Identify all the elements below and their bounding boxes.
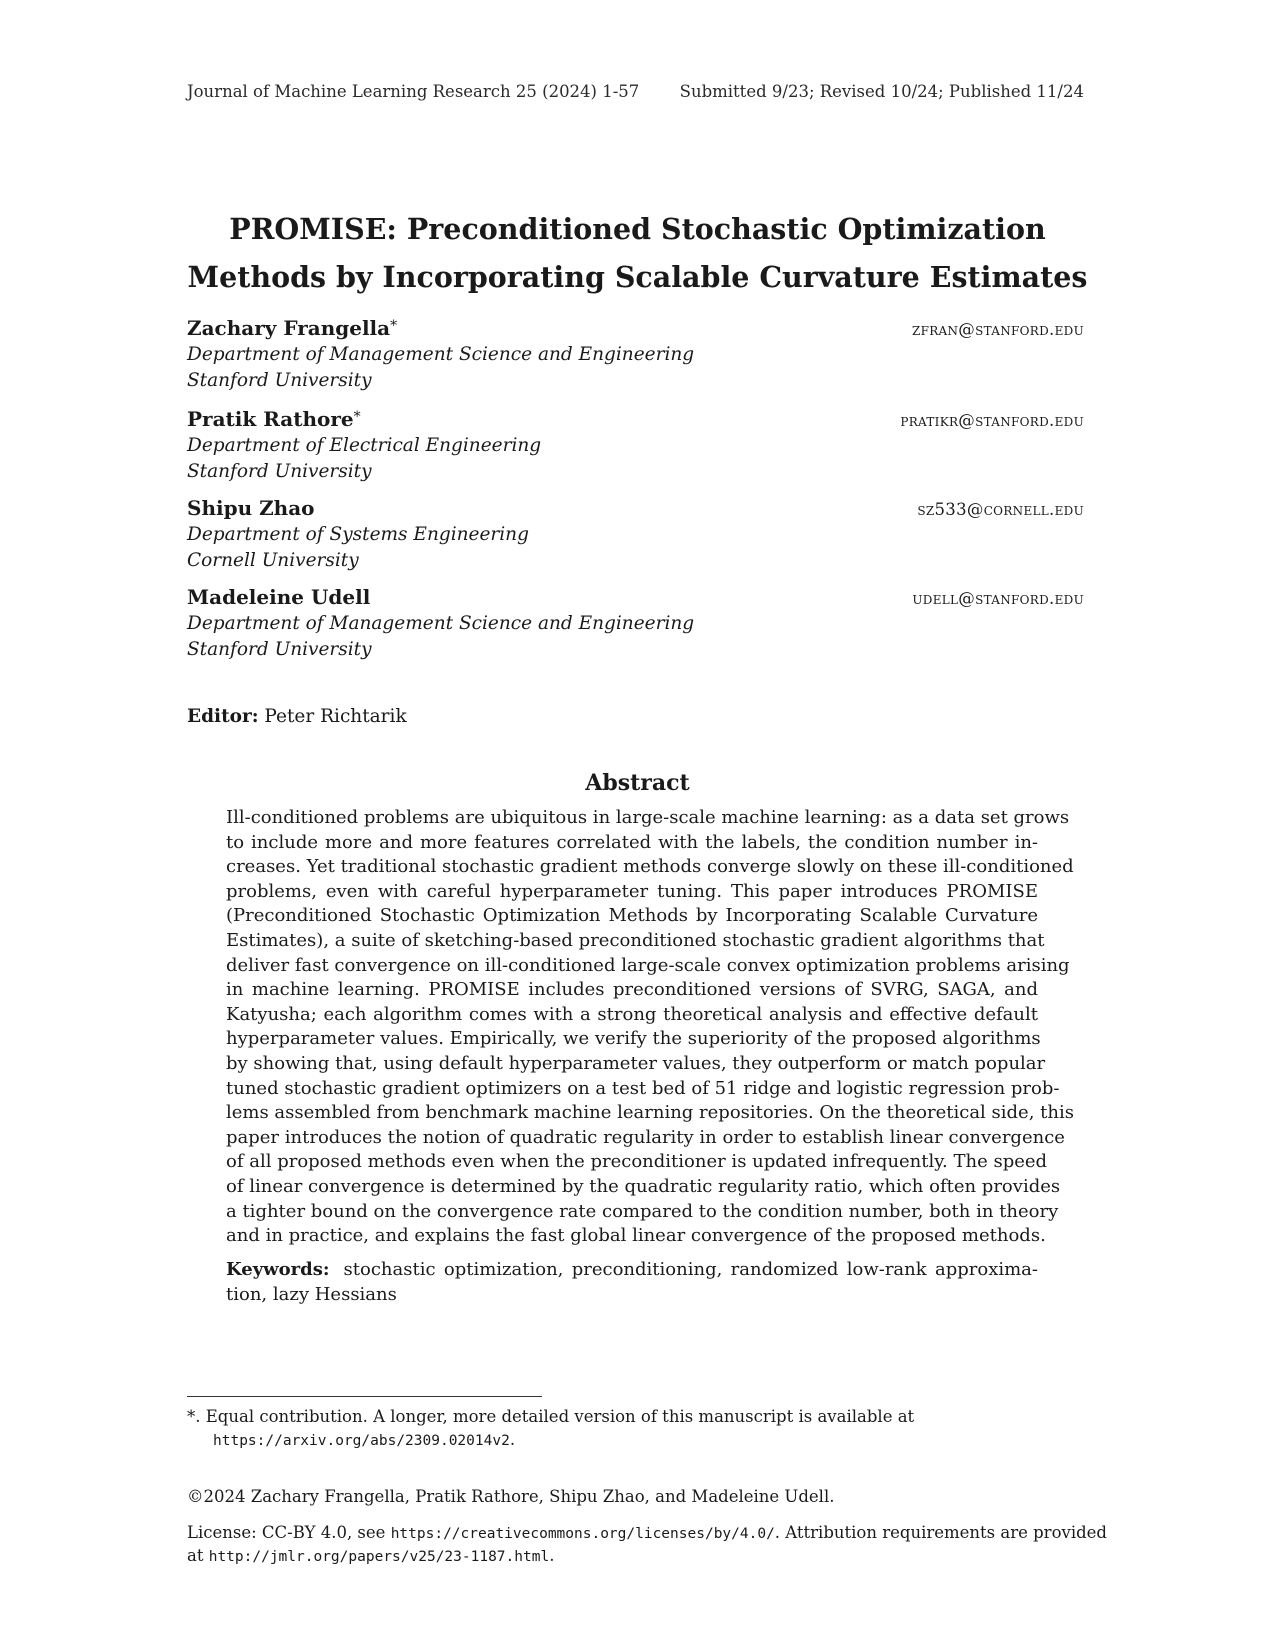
license-notice: License: CC-BY 4.0, see https://creativecommons.org/licenses/by/4.0/. Attribution requirements are provided at http://jmlr.org/papers/v25/23-1187.html. [187, 1523, 1107, 1565]
equal-contribution-mark: * [353, 409, 361, 425]
keywords-text-1: stochastic optimization, preconditioning, randomized low-rank approxima- [343, 1259, 1038, 1280]
jmlr-paper-link[interactable]: http://jmlr.org/papers/v25/23-1187.html [208, 1549, 550, 1565]
author-block [187, 495, 1084, 574]
abstract-line: tuned stochastic gradient optimizers on a test bed of 51 ridge and logistic regression prob- [226, 1077, 1060, 1099]
author-name: Madeleine Udell [187, 585, 371, 609]
abstract-line: deliver fast convergence on ill-conditioned large-scale convex optimization problems arising [226, 954, 1070, 976]
author-email[interactable]: pratikr@stanford.edu [900, 411, 1084, 430]
abstract-line: creases. Yet traditional stochastic gradient methods converge slowly on these ill-conditioned [226, 856, 1074, 878]
author-email[interactable]: udell@stanford.edu [912, 589, 1084, 608]
author-university: Stanford University [187, 639, 372, 660]
abstract-line: to include more and more features correlated with the labels, the condition number in- [226, 831, 1038, 853]
author-email[interactable]: zfran@stanford.edu [911, 320, 1084, 339]
author-university: Stanford University [187, 461, 372, 482]
paper-title [100, 205, 1175, 301]
keywords-text-2: tion, lazy Hessians [226, 1284, 397, 1305]
author-university: Stanford University [187, 370, 372, 391]
author-email[interactable]: sz533@cornell.edu [917, 500, 1084, 519]
author-block [187, 404, 1084, 485]
editor-label: Editor: [187, 706, 259, 727]
footnote: *. Equal contribution. A longer, more detailed version of this manuscript is available at https://arxiv.org/abs/2309.02014v2. [187, 1407, 915, 1449]
abstract-line: and in practice, and explains the fast global linear convergence of the proposed methods. [226, 1225, 1046, 1247]
abstract-line: Estimates), a suite of sketching-based preconditioned stochastic gradient algorithms that [226, 929, 1045, 951]
abstract-line: by showing that, using default hyperparameter values, they outperform or match popular [226, 1052, 1046, 1074]
author-name: Zachary Frangella* [187, 316, 398, 340]
abstract-line: Ill-conditioned problems are ubiquitous in large-scale machine learning: as a data set grows [226, 807, 1070, 828]
author-name: Pratik Rathore* [187, 407, 361, 431]
author-block [187, 584, 1084, 663]
running-header [187, 82, 1084, 101]
editor-line [187, 706, 407, 727]
abstract-line: Katyusha; each algorithm comes with a strong theoretical analysis and effective default [226, 1003, 1038, 1025]
abstract-line: (Preconditioned Stochastic Optimization Methods by Incorporating Scalable Curvature [226, 905, 1038, 927]
abstract-line: lems assembled from benchmark machine learning repositories. On the theoretical side, this [226, 1102, 1074, 1124]
title-line-2: Methods by Incorporating Scalable Curvature Estimates [187, 260, 1088, 294]
abstract-line: a tighter bound on the convergence rate compared to the condition number, both in theory [226, 1200, 1059, 1222]
abstract-line: of linear convergence is determined by the quadratic regularity ratio, which often provides [226, 1175, 1061, 1197]
journal-citation: Journal of Machine Learning Research 25 (2024) 1-57 [187, 82, 640, 101]
author-block [187, 313, 1084, 394]
footnote-rule [187, 1396, 542, 1397]
author-department: Department of Systems Engineering [187, 524, 529, 545]
abstract-line: of all proposed methods even when the preconditioner is updated infrequently. The speed [226, 1151, 1048, 1173]
author-department: Department of Management Science and Engineering [187, 613, 695, 634]
author-department: Department of Electrical Engineering [187, 435, 542, 456]
abstract-body [226, 806, 1074, 1249]
abstract-line: paper introduces the notion of quadratic regularity in order to establish linear convergence [226, 1126, 1065, 1148]
footnote-mark: *. [187, 1407, 201, 1426]
abstract-heading: Abstract [585, 770, 690, 796]
abstract-line: in machine learning. PROMISE includes preconditioned versions of SVRG, SAGA, and [226, 979, 1038, 1001]
arxiv-link[interactable]: https://arxiv.org/abs/2309.02014v2 [213, 1433, 510, 1449]
title-line-1: PROMISE: Preconditioned Stochastic Optimization [229, 212, 1046, 246]
author-department: Department of Management Science and Engineering [187, 344, 695, 365]
keywords-label: Keywords: [226, 1259, 330, 1280]
keywords [226, 1257, 1038, 1307]
equal-contribution-mark: * [390, 318, 398, 334]
copyright-notice: ©2024 Zachary Frangella, Pratik Rathore, Shipu Zhao, and Madeleine Udell. [187, 1487, 835, 1506]
abstract-line: problems, even with careful hyperparameter tuning. This paper introduces PROMISE [226, 880, 1038, 902]
footnote-text: Equal contribution. A longer, more detailed version of this manuscript is available at [205, 1407, 915, 1426]
author-university: Cornell University [187, 550, 359, 571]
abstract-line: hyperparameter values. Empirically, we verify the superiority of the proposed algorithms [226, 1028, 1041, 1050]
author-list [187, 313, 1084, 673]
editor-name: Peter Richtarik [264, 706, 407, 727]
submission-dates: Submitted 9/23; Revised 10/24; Published 11/24 [679, 82, 1084, 101]
author-name: Shipu Zhao [187, 496, 315, 520]
creative-commons-link[interactable]: https://creativecommons.org/licenses/by/4.0/ [390, 1526, 775, 1542]
keywords-line [226, 1257, 1038, 1282]
